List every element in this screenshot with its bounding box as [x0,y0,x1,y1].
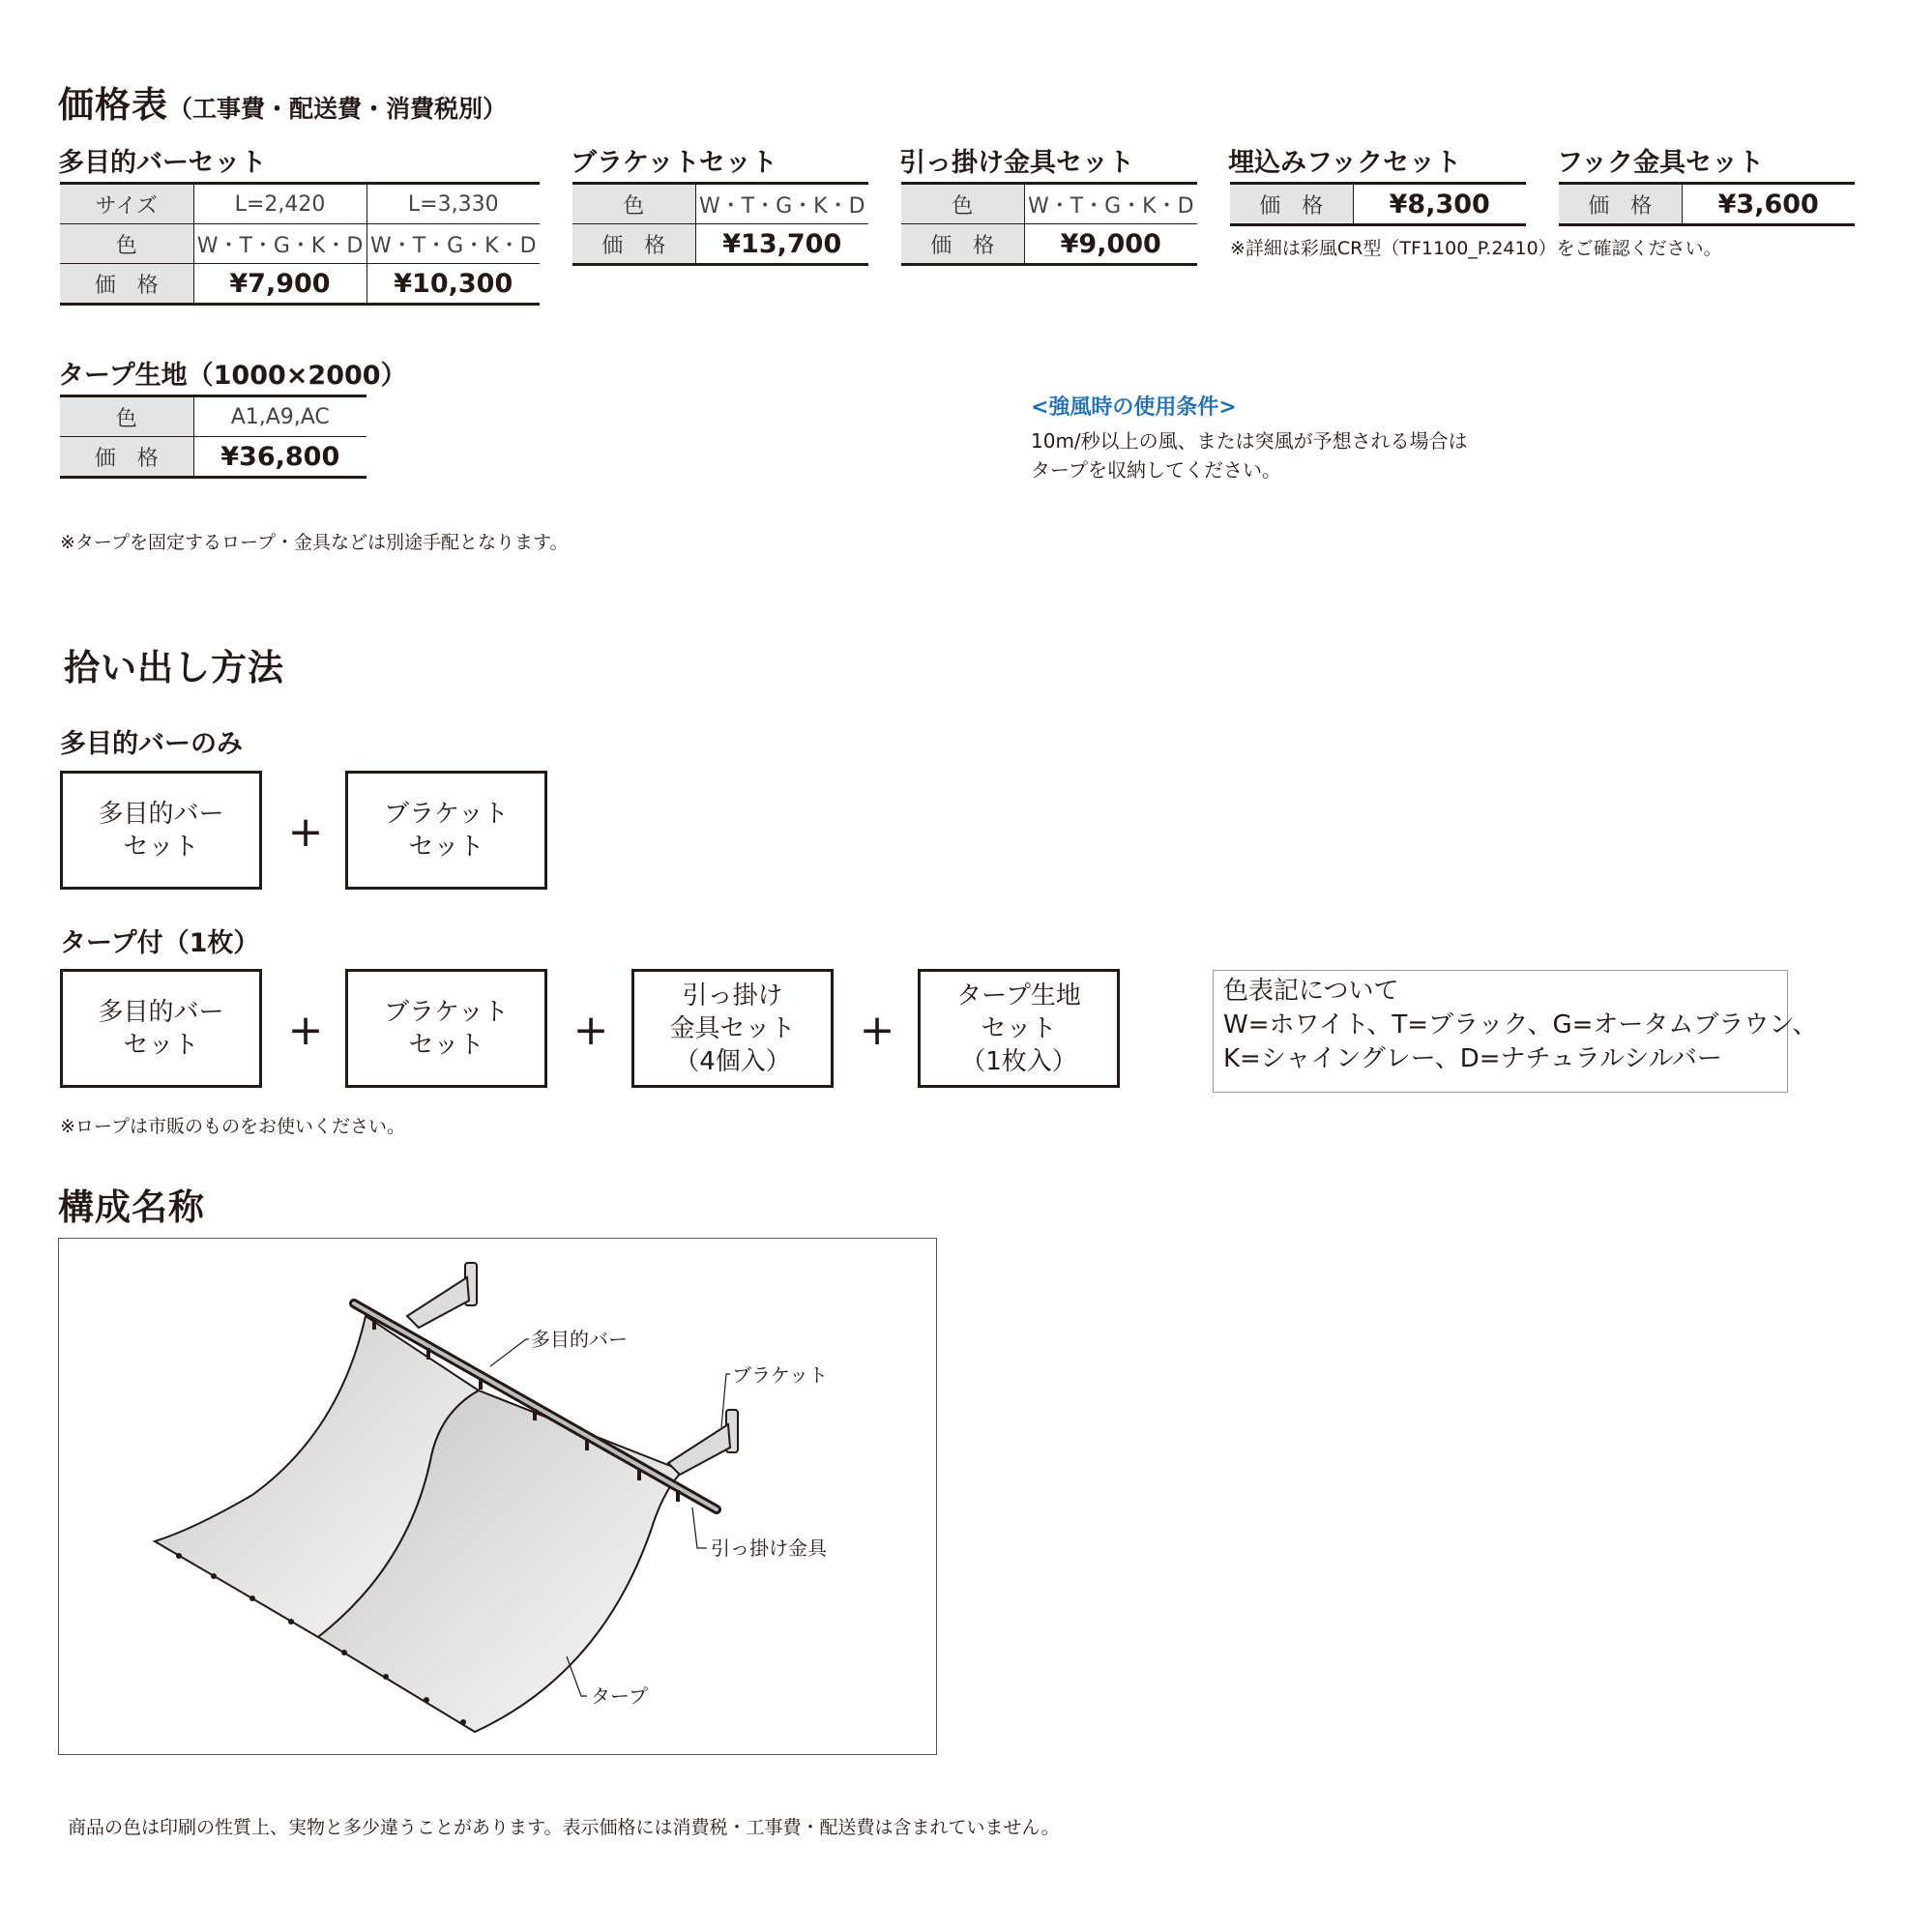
tarp-fabric-title: タープ生地（1000×2000） [58,361,407,391]
hook-fitting-price-table [1559,182,1855,226]
color-notation-line: W=ホワイト、T=ブラック、G=オータムブラウン、 [1223,1010,1818,1039]
table-cell: W・T・G・K・D [366,224,540,264]
bracket-set-price-table [572,182,868,266]
wind-conditions-line: タープを収納してください。 [1031,458,1281,482]
hook-set-title: 引っ掛け金具セット [899,148,1134,178]
bracket-lower [668,1410,738,1475]
table-row [1230,184,1526,225]
box-line: セット [408,1030,484,1060]
embed-hook-price-table [1230,182,1526,226]
plus-sign: + [287,1006,324,1055]
table-row [572,184,868,224]
box-line: 多目的バー [98,997,224,1027]
embed-hook-set-title: 埋込みフックセット [1228,148,1462,178]
box-line: セット [981,1013,1057,1043]
wind-conditions [1031,391,1468,484]
label-hook: 引っ掛け金具 [711,1537,827,1560]
table-row [60,264,540,305]
box-line: セット [123,832,199,862]
pickup-method-title: 拾い出し方法 [64,647,284,688]
label-bar: 多目的バー [531,1328,628,1351]
footer-note: 商品の色は印刷の性質上、実物と多少違うことがあります。表示価格には消費税・工事費・配送費は含まれていません。 [68,1817,1060,1838]
pickup-box-hook-set [631,969,834,1088]
bracket-upper [407,1263,477,1328]
hook-detail-note: ※詳細は彩風CR型（TF1100_P.2410）をご確認ください。 [1230,238,1722,259]
pickup-box-bracket-set [345,771,547,890]
pickup-box-bar-set [60,771,262,890]
row-label: サイズ [60,184,193,224]
table-row [60,184,540,224]
tarp-fabric-price-table [60,395,366,479]
table-row [1559,184,1855,225]
table-cell: L=2,420 [193,184,366,224]
bracket-set-title: ブラケットセット [571,148,777,178]
box-line: （4個入） [674,1046,791,1076]
table-row [60,224,540,264]
table-cell: W・T・G・K・D [1024,184,1197,224]
box-line: セット [123,1030,199,1060]
color-notation-title: 色表記について [1223,977,1399,1006]
plus-sign: + [859,1006,895,1055]
row-label: 色 [901,184,1024,224]
row-label: 色 [60,396,193,437]
box-line: タープ生地 [956,981,1081,1010]
price-value: ¥7,900 [193,264,366,305]
row-label: 価 格 [901,224,1024,265]
box-line: （1枚入） [960,1046,1077,1076]
bar-only-title: 多目的バーのみ [60,729,243,759]
row-label: 色 [572,184,695,224]
table-row [60,396,366,437]
box-line: 引っ掛け [682,981,783,1010]
composition-title: 構成名称 [58,1186,205,1228]
box-line: ブラケット [384,997,509,1027]
with-tarp-title: タープ付（1枚） [60,928,260,958]
plus-sign: + [572,1006,609,1055]
wind-conditions-title: <強風時の使用条件> [1031,395,1237,420]
box-line: 多目的バー [98,799,224,829]
row-label: 価 格 [1230,184,1353,225]
row-label: 色 [60,224,193,264]
bar-set-title: 多目的バーセット [58,148,267,178]
bar-set-price-table [60,182,540,306]
plus-sign: + [287,807,324,857]
color-notation-box [1213,970,1818,1093]
row-label: 価 格 [60,264,193,305]
pickup-box-tarp-set [918,969,1120,1088]
rope-note: ※ロープは市販のものをお使いください。 [60,1116,405,1137]
price-value: ¥8,300 [1353,184,1526,225]
table-row [901,224,1197,265]
price-value: ¥3,600 [1682,184,1855,225]
table-cell: L=3,330 [366,184,540,224]
hook-fitting-set-title: フック金具セット [1557,148,1765,178]
label-tarp: タープ [591,1684,648,1708]
table-cell: W・T・G・K・D [695,184,868,224]
row-label: 価 格 [60,437,193,478]
composition-figure [58,1238,937,1755]
pickup-box-bracket-set [345,969,547,1088]
pickup-box-bar-set [60,969,262,1088]
page-title-sub: （工事費・配送費・消費税別） [168,95,508,123]
price-value: ¥36,800 [193,437,366,478]
table-row [572,224,868,265]
page-title-main: 価格表 [58,84,168,126]
row-label: 価 格 [572,224,695,265]
price-value: ¥13,700 [695,224,868,265]
price-value: ¥10,300 [366,264,540,305]
awning-illustration [59,1239,936,1754]
hook-set-price-table [901,182,1197,266]
tarp-note: ※タープを固定するロープ・金具などは別途手配となります。 [60,532,569,553]
table-cell: A1,A9,AC [193,396,366,437]
table-row [901,184,1197,224]
label-bracket: ブラケット [732,1363,828,1387]
box-line: セット [408,832,484,862]
box-line: ブラケット [384,799,509,829]
table-cell: W・T・G・K・D [193,224,366,264]
price-value: ¥9,000 [1024,224,1197,265]
table-row [60,437,366,478]
color-notation-line: K=シャイングレー、D=ナチュラルシルバー [1223,1044,1722,1073]
box-line: 金具セット [669,1013,796,1043]
wind-conditions-line: 10m/秒以上の風、または突風が予想される場合は [1031,429,1468,453]
page-title [58,75,507,128]
row-label: 価 格 [1559,184,1682,225]
